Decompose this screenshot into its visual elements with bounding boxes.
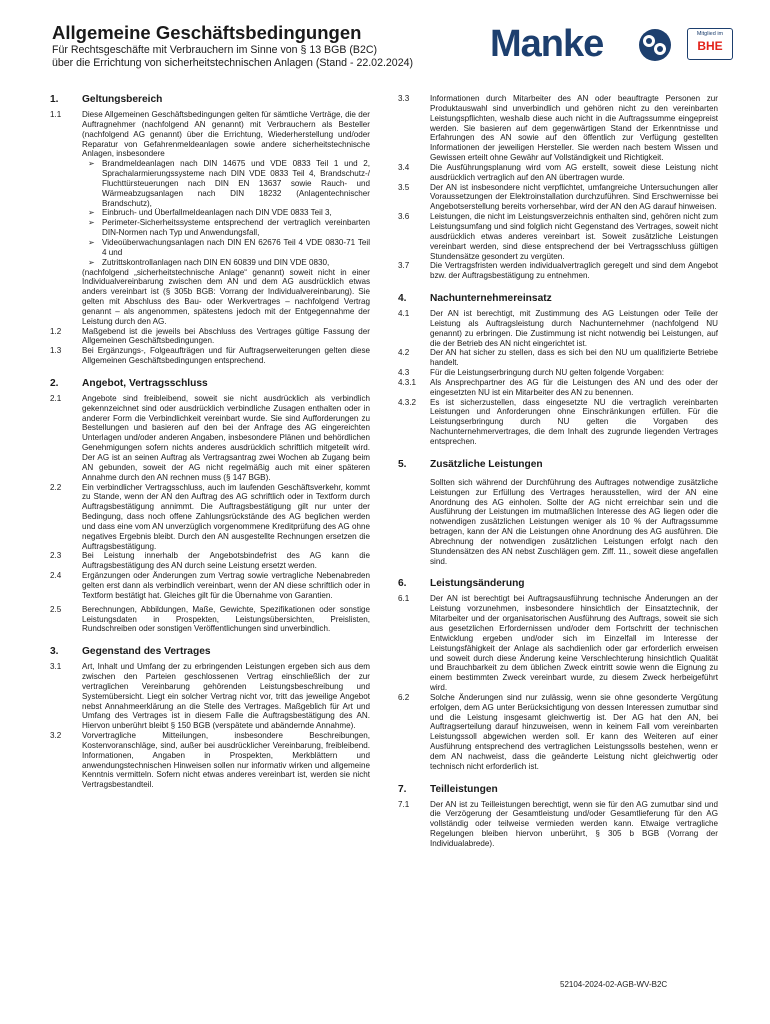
section-heading-5: 5. Zusätzliche Leistungen [398,458,543,470]
document-code: 52104-2024-02-AGB-WV-B2C [560,980,668,989]
list-item: ➢ Brandmeldeanlagen nach DIN 14675 und VDE 0833 Teil 1 und 2, Sprachalarmierungssysteme nach DIN VDE 0833 Teil 4, Brandschutz-/ Fluchttürsteuerungen nach DIN EN 13637 sowie Rauch- und Wärmeabzugsanlagen nach DIN 18232 (Anlagentechnischer Brandschutz), [88,159,370,208]
subtitle-line-2: über die Errichtung von sicherheitstechnischen Anlagen (Stand - 22.02.2024) [52,57,414,69]
clause-2-2: 2.2 Ein verbindlicher Vertragsschluss, auch im laufenden Geschäftsverkehr, kommt zu Stande, wenn der AN den Auftrag des AG schriftlich oder in Textform durch Auftragsbestätigung annimmt. Die Auftragsbestätigung gilt nur unter der Bedingung, dass noch offene Zahlungsrückstände des AG beglichen werden und dass eine vom AN unverzüglich vorgenommene Kreditprüfung des AG ohne negatives Ergebnis bleibt. Durch den AN ausgestellte Rechnungen ersetzen die Auftragsbestätigung. [50,482,370,551]
clause-3-4: 3.4 Die Ausführungsplanung wird vom AG erstellt, soweit diese Leistung nicht ausdrücklich vertraglich auf den AN übertragen wurde. [398,162,718,182]
clause-5: Sollten sich während der Durchführung des Auftrages notwendige zusätzliche Leistungen zur Erfüllung des Vertrages herausstellen, wird der AN eine Anordnung des AG einholen. Sollte der AG nicht erreichbar sein und die Ausführung der Leistungen im mutmaßlichen Interesse des AG liegen oder die notwendigen zusätzlichen Leistungen weniger als 10 % der Auftragssumme betragen, kann der AN die Leistungen ohne Anordnung des AG ausführen. Die Abrechnung der notwendigen zusätzlichen Leistungen erfolgt nach den Stundensätzen des AN nebst Zuschlägen gem. Ziff. 11., soweit diese angefallen sind. [430,477,718,566]
clause-3-3: 3.3 Informationen durch Mitarbeiter des AN oder beauftragte Personen zur Produktauswahl sind unverbindlich und gehören nicht zu den vereinbarten Leistungspflichten, weshalb diese auch nicht in die Auftragssumme eingepreist werden. Sie basieren auf dem gegenwärtigen Stand der Erkenntnisse und Erfahrungen des AN sowie auf den öffentlich zur Verfügung gestellten Informationen der jeweiligen Hersteller. Sie werden nach bestem Wissen und Gewissen erteilt ohne Gewähr auf Vollständigkeit und Richtigkeit. [398,94,718,163]
section-heading-1: 1. Geltungsbereich [50,94,163,105]
arrow-bullet-icon: ➢ [88,159,95,169]
clause-4-3-2: 4.3.2 Es ist sicherzustellen, dass eingesetzte NU die vertraglich vereinbarten Leistungen und Anforderungen ohne Einschränkungen erfüllen. Für die Leistungserbringung durch NU gelten die Vorgaben des Nachunternehmervertrages, die dem Inhalt des zugrunde liegenden Vertrages entsprechen. [398,397,718,446]
bhe-membership-badge [687,28,733,60]
company-logo [490,24,740,64]
right-column [398,94,718,849]
clause-2-1: 2.1 Angebote sind freibleibend, soweit sie nicht ausdrücklich als verbindlich gekennzeichnet sind oder ausdrücklich verbindliche Zusagen enthalten oder in anderer Form die Verbindlichkeit vereinbart wurde. Sie sind Aufforderungen zu Bestellungen und basieren auf den bei der Anfrage des AG eingereichten Unterlagen und/oder anderen Angaben, insbesondere Plänen und behördlichen Genehmigungen sofern nichts anderes ausdrücklich schriftlich mitgeteilt wird. Der AG ist an seinen Auftrag als Vertragsantrag zwei Wochen ab Zugang beim AN gebunden, soweit der AG nicht regelmäßig auch mit einer späteren Annahme durch den AN rechnen muss (§ 147 BGB). [50,393,370,482]
clause-2-4: 2.4 Ergänzungen oder Änderungen zum Vertrag sowie vertragliche Nebenabreden gelten erst dann als verbindlich vereinbart, wenn der AN diese schriftlich oder in Textform bestätigt hat. Gleiches gilt für die Übernahme von Garantien. [50,571,370,600]
clause-4-3: 4.3 Für die Leistungserbringung durch NU gelten folgende Vorgaben: [398,368,664,378]
arrow-bullet-icon: ➢ [88,208,95,218]
section-heading-4: 4. Nachunternehmereinsatz [398,293,552,305]
clause-2-5: 2.5 Berechnungen, Abbildungen, Maße, Gewichte, Spezifikationen oder sonstige Leistungsdaten in Prospekten, Leistungsübersichten, Preislisten, Rundschreiben oder sonstigen Veröffentlichungen sind unverbindlich. [50,604,370,634]
clause-2-3: 2.3 Bei Leistung innerhalb der Angebotsbindefrist des AG kann die Auftragsbestätigung des AN durch seine Leistung ersetzt werden. [50,551,370,571]
list-item: ➢ Einbruch- und Überfallmeldeanlagen nach DIN VDE 0833 Teil 3, [88,208,332,218]
section-heading-6: 6. Leistungsänderung [398,578,525,590]
clause-4-3-1: 4.3.1 Als Ansprechpartner des AG für die Leistungen des AN und des oder der eingesetzten NU ist ein Mitarbeiter des AN zu benennen. [398,377,718,397]
clause-1-1: 1.1 Diese Allgemeinen Geschäftsbedingungen gelten für sämtliche Verträge, die der Auftragnehmer (nachfolgend AN genannt) mit Verbrauchern als Besteller (nachfolgend AG genannt) über die Errichtung, Wiederherstellung und/oder Reparatur von Gefahrenmeldeanlagen sowie andere sicherheitstechnische Anlagen, insbesondere ➢ Brandmeldeanlagen nach DIN 14675 und VDE 0833 Teil 1 und 2, Sprachalarmierungssysteme nach DIN VDE 0833 Teil 4, Brandschutz-/ Fluchttürsteuerungen nach DIN EN 13637 sowie Rauch- und Wärmeabzugsanlagen nach DIN 18232 (Anlagentechnischer Brandschutz), ➢ Einbruch- und Überfallmeldeanlagen nach DIN VDE 0833 Teil 3, ➢ Perimeter-Sicherheitssysteme entsprechend der vertraglich vereinbarten DIN-Normen nach Typ und Anwendungsfall, ➢ Videoüberwachungsanlagen nach DIN EN 62676 Teil 4 VDE 0830-71 Teil 4 und ➢ Zutrittskontrollanlagen nach DIN EN 60839 und DIN VDE 0830, (nachfolgend „sicherheitstechnische Anlage“ genannt) soweit nicht in einer Individualvereinbarung zwischen dem AN und dem AG ausdrücklich etwas anders vereinbart ist (§ 305b BGB: Vorrang der Individualvereinbarung). Sie gelten mit Abschluss des Bau- oder Werkvertrages – nachfolgend Vertrag genannt – als angenommen, spätestens jedoch mit der Entgegennahme der Leistung durch den AG. [50,110,370,326]
list-item: ➢ Perimeter-Sicherheitssysteme entsprechend der vertraglich vereinbarten DIN-Normen nach Typ und Anwendungsfall, [88,218,370,238]
clause-3-1: 3.1 Art, Inhalt und Umfang der zu erbringenden Leistungen ergeben sich aus dem zwischen den Parteien geschlossenen Vertrag einschließlich der zur vertraglichen Vereinbarung gehörenden Leistungsbeschreibung und Systemübersicht. Liegt ein solcher Vertrag nicht vor, tritt das jeweilige Angebot nebst Annahmeerklärung an die Stelle des Vertrages. Maßgeblich für Art und Umfang des Vertrages ist in diesem Falle die Auftragsbestätigung des AN. Hiervon unberührt bleibt § 150 BGB (verspätete und abändernde Annahme). [50,662,370,731]
section-heading-3: 3. Gegenstand des Vertrages [50,646,211,658]
document-subtitle [52,44,413,70]
section-heading-2: 2. Angebot, Vertragsschluss [50,377,208,389]
clause-6-2: 6.2 Solche Änderungen sind nur zulässig, wenn sie ohne gesonderte Vergütung erfolgen, dem AG unter Berücksichtigung von dessen Interessen zumutbar sind und die Leistung insgesamt gleichwertig ist. Der AG hat den AN, bei Auftragserteilung darauf hinzuweisen, wenn in keinem Fall vom vereinbarten Leistungssoll abgewichen werden soll. Er kann des Weiteren auf einer Ausführung entsprechend des vertraglichen Leistungssolls bestehen, wenn er dem AN nachweist, dass die geänderte Leistung nicht gleichwertig oder technisch nicht erforderlich ist. [398,692,718,771]
clause-3-5: 3.5 Der AN ist insbesondere nicht verpflichtet, umfangreiche Untersuchungen aller Voraussetzungen der Elektroinstallation durchzuführen. Sind Erschwernisse bei Angebotserstellung bereits vorhersehbar, wird der AN den AG darauf hinweisen. [398,182,718,212]
clause-6-1: 6.1 Der AN ist berechtigt bei Auftragsausführung technische Änderungen an der Leistung vorzunehmen, insbesondere hinsichtlich der Einsatztechnik, der Mitarbeiter und der organisatorischen Ausführung des Auftrags, soweit sie sich aus gesetzlichen Erfordernissen und/oder dem Fortschritt der technischen Entwicklung ergeben und/oder sich im Einzelfall im Interesse der Leistungsfähigkeit der Anlage als sachdienlich oder gar erforderlich erweisen und soweit durch diese Änderung keine Verschlechterung hinsichtlich Qualität und Brauchbarkeit zu dem üblichen Zweck eintritt sowie wenn die Eignung zu einem bestimmten Zweck vereinbart wurde, zu diesem Zweck herbeigeführt wird. [398,594,718,693]
arrow-bullet-icon: ➢ [88,257,95,267]
logo-wordmark: Manke [490,23,604,65]
clause-1-3: 1.3 Bei Ergänzungs-, Folgeaufträgen und für Auftragserweiterungen gelten diese Allgemeinen Geschäftsbedingungen entsprechend. [50,346,370,366]
left-column [50,94,370,790]
clause-4-2: 4.2 Der AN hat sicher zu stellen, dass es sich bei den NU um qualifizierte Betriebe handelt. [398,348,718,368]
clause-3-7: 3.7 Die Vertragsfristen werden individualvertraglich geregelt und sind dem Angebot bzw. der Auftragsbestätigung zu entnehmen. [398,261,718,281]
arrow-bullet-icon: ➢ [88,218,95,228]
badge-label: Mitglied im [696,31,724,37]
clause-3-2: 3.2 Vorvertragliche Mitteilungen, insbesondere Beschreibungen, Kostenvoranschläge, sind, außer bei ausdrücklicher Vereinbarung, freibleibend. Informationen, Angaben in Prospekten, Merkblättern und anwendungstechnischen Hinweisen sollen nur informativ wirken und allgemeine Kenntnis vermitteln. Sofern nicht etwas anderes vereinbart ist, werden sie nicht Vertragsbestandteil. [50,731,370,790]
clause-7-1: 7.1 Der AN ist zu Teilleistungen berechtigt, wenn sie für den AG zumutbar sind und die Verzögerung der Gesamtleistung und/oder Gesamtlieferung für den AG vollständig oder teilweise vermieden werden kann. Etwaige vertragliche Regelungen bleiben hiervon unberührt, § 305 b BGB (Vorrang der Individualabrede). [398,799,718,848]
subtitle-line-1: Für Rechtsgeschäfte mit Verbrauchern im Sinne von § 13 BGB (B2C) [52,44,378,56]
clause-text: Diese Allgemeinen Geschäftsbedingungen gelten für sämtliche Verträge, die der Auftragnehmer (nachfolgend AN genannt) mit Verbrauchern als Besteller (nachfolgend AG genannt) über die Errichtung, Wiederherstellung und/oder Reparatur von Gefahrenmeldeanlagen sowie andere sicherheitstechnische Anlagen, insbesondere [82,110,370,159]
list-item: ➢ Videoüberwachungsanlagen nach DIN EN 62676 Teil 4 VDE 0830-71 Teil 4 und [88,237,370,257]
document-title: Allgemeine Geschäftsbedingungen [52,22,362,43]
clause-3-6: 3.6 Leistungen, die nicht im Leistungsverzeichnis enthalten sind, gehören nicht zum Leistungsumfang und sind folglich nicht Gegenstand des Vertrages, soweit nicht ausdrücklich etwas anderes vereinbart ist. Soweit zusätzliche Leistungen vereinbart werden, sind diese entsprechend der bei Vertragsschluss gültigen Stundensätze gesondert zu vergüten. [398,212,718,261]
list-item: ➢ Zutrittskontrollanlagen nach DIN EN 60839 und DIN VDE 0830, [88,257,330,267]
clause-4-1: 4.1 Der AN ist berechtigt, mit Zustimmung des AG Leistungen oder Teile der Leistung als Auftragsleistung durch Nachunternehmer (nachfolgend NU genannt) zu erbringen. Die Zustimmung ist nicht notwendig bei Leistungen, auf die der Betrieb des AN nicht eingerichtet ist. [398,309,718,348]
logo-mark-icon [638,28,672,62]
badge-name: BHE [697,39,723,53]
arrow-bullet-icon: ➢ [88,237,95,247]
section-heading-7: 7. Teilleistungen [398,783,498,795]
clause-1-2: 1.2 Maßgebend ist die jeweils bei Abschluss des Vertrages gültige Fassung der Allgemeinen Geschäftsbedingungen. [50,326,370,346]
clause-text: (nachfolgend „sicherheitstechnische Anlage“ genannt) soweit nicht in einer Individualvereinbarung zwischen dem AN und dem AG ausdrücklich etwas anders vereinbart ist (§ 305b BGB: Vorrang der Individualvereinbarung). Sie gelten mit Abschluss des Bau- oder Werkvertrages – nachfolgend Vertrag genannt – als angenommen, spätestens jedoch mit der Entgegennahme der Leistung durch den AG. [82,267,370,326]
